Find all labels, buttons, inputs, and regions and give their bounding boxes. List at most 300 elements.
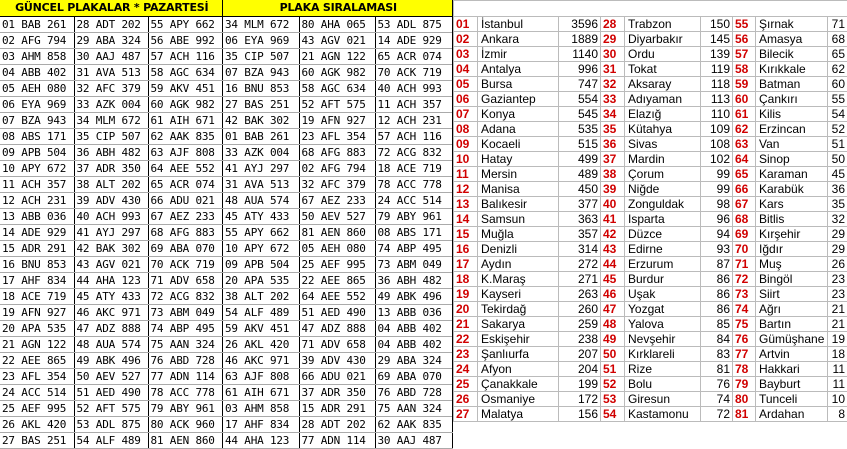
city-count: 19 <box>828 332 847 347</box>
city-code: 05 <box>454 77 478 92</box>
plate-cell: 20 APA 535 <box>0 321 74 337</box>
city-row <box>454 17 847 32</box>
current-plate-row <box>0 337 222 353</box>
plate-cell: 64 AEE 552 <box>148 161 222 177</box>
current-plate-row <box>0 369 222 385</box>
ranked-plate-row <box>223 49 452 65</box>
city-code: 25 <box>454 377 478 392</box>
city-code: 37 <box>601 152 625 167</box>
plate-cell: 06 EYA 969 <box>0 97 74 113</box>
plate-cell: 80 ACK 960 <box>148 417 222 433</box>
plate-cell: 21 AGN 122 <box>0 337 74 353</box>
city-code: 67 <box>733 197 756 212</box>
city-name: Kırşehir <box>756 227 828 242</box>
city-count: 377 <box>559 197 601 212</box>
city-count: 150 <box>701 17 733 32</box>
plate-cell: 20 APA 535 <box>223 273 299 289</box>
city-count: 32 <box>828 212 847 227</box>
plate-cell: 52 AFT 575 <box>74 401 148 417</box>
city-count: 108 <box>701 137 733 152</box>
current-plate-row <box>0 113 222 129</box>
plate-cell: 49 ABK 496 <box>74 353 148 369</box>
current-plate-row <box>0 145 222 161</box>
city-name: Malatya <box>478 407 559 422</box>
plate-cell: 42 BAK 302 <box>74 241 148 257</box>
city-code: 22 <box>454 332 478 347</box>
city-count: 29 <box>828 227 847 242</box>
plate-cell: 67 AEZ 233 <box>148 209 222 225</box>
city-name: Yalova <box>625 317 701 332</box>
city-name: Kilis <box>756 107 828 122</box>
ranked-plate-row <box>223 337 452 353</box>
city-count: 260 <box>559 302 601 317</box>
city-name: K.Maraş <box>478 272 559 287</box>
city-name: Düzce <box>625 227 701 242</box>
city-code: 47 <box>601 302 625 317</box>
city-name: Kars <box>756 197 828 212</box>
city-row <box>454 227 847 242</box>
plate-cell: 64 AEE 552 <box>299 289 375 305</box>
city-count: 271 <box>559 272 601 287</box>
plate-cell: 15 ADR 291 <box>299 401 375 417</box>
city-name: Adıyaman <box>625 92 701 107</box>
plate-cell: 24 ACC 514 <box>0 385 74 401</box>
city-row <box>454 32 847 47</box>
city-code: 18 <box>454 272 478 287</box>
city-code: 02 <box>454 32 478 47</box>
current-plate-row <box>0 33 222 49</box>
plate-cell: 32 AFC 379 <box>299 177 375 193</box>
plate-cell: 63 AJF 808 <box>148 145 222 161</box>
city-code: 75 <box>733 317 756 332</box>
city-row <box>454 62 847 77</box>
plate-cell: 53 ADL 875 <box>375 17 452 33</box>
city-count: 18 <box>828 347 847 362</box>
plate-cell: 36 ABH 482 <box>74 145 148 161</box>
city-name: Artvin <box>756 347 828 362</box>
city-count: 94 <box>701 227 733 242</box>
plate-cell: 02 AFG 794 <box>299 161 375 177</box>
ranked-plate-row <box>223 369 452 385</box>
city-name: Giresun <box>625 392 701 407</box>
ranked-plate-row <box>223 321 452 337</box>
city-row <box>454 92 847 107</box>
city-count: 139 <box>701 47 733 62</box>
city-row <box>454 47 847 62</box>
current-plate-row <box>0 81 222 97</box>
plate-cell: 46 AKC 971 <box>223 353 299 369</box>
plate-cell: 58 AGC 634 <box>299 81 375 97</box>
city-name: Ordu <box>625 47 701 62</box>
ranked-plate-row <box>223 145 452 161</box>
city-count: 35 <box>828 197 847 212</box>
city-code: 51 <box>601 362 625 377</box>
city-row <box>454 182 847 197</box>
city-code: 54 <box>601 407 625 422</box>
city-code: 79 <box>733 377 756 392</box>
plate-cell: 11 ACH 357 <box>375 97 452 113</box>
city-count: 499 <box>559 152 601 167</box>
plate-cell: 27 BAS 251 <box>0 433 74 449</box>
city-name: Burdur <box>625 272 701 287</box>
city-code: 30 <box>601 47 625 62</box>
ranked-plate-row <box>223 273 452 289</box>
plate-cell: 27 BAS 251 <box>223 97 299 113</box>
city-count: 996 <box>559 62 601 77</box>
city-count: 26 <box>828 257 847 272</box>
city-count: 363 <box>559 212 601 227</box>
city-name: Kastamonu <box>625 407 701 422</box>
city-count: 204 <box>559 362 601 377</box>
plate-cell: 41 AYJ 297 <box>74 225 148 241</box>
city-count: 263 <box>559 287 601 302</box>
plate-cell: 29 ABA 324 <box>74 33 148 49</box>
city-name: Bartın <box>756 317 828 332</box>
plate-cell: 18 ACE 719 <box>0 289 74 305</box>
plate-cell: 33 AZK 004 <box>223 145 299 161</box>
city-count: 87 <box>701 257 733 272</box>
current-plate-row <box>0 161 222 177</box>
ranked-plate-row <box>223 417 452 433</box>
city-name: Eskişehir <box>478 332 559 347</box>
city-name: Kırklareli <box>625 347 701 362</box>
city-code: 32 <box>601 77 625 92</box>
ranked-plate-row <box>223 401 452 417</box>
plate-cell: 66 ADU 021 <box>148 193 222 209</box>
city-count: 86 <box>701 302 733 317</box>
plate-cell: 18 ACE 719 <box>375 161 452 177</box>
plate-cell: 50 AEV 527 <box>74 369 148 385</box>
city-name: Bilecik <box>756 47 828 62</box>
city-name: Kütahya <box>625 122 701 137</box>
plate-cell: 74 ABP 495 <box>375 241 452 257</box>
plate-cell: 60 AGK 982 <box>299 65 375 81</box>
current-plate-row <box>0 193 222 209</box>
plate-cell: 31 AVA 513 <box>223 177 299 193</box>
city-count: 102 <box>701 152 733 167</box>
plate-cell: 67 AEZ 233 <box>299 193 375 209</box>
plate-cell: 10 APY 672 <box>223 241 299 257</box>
city-code: 10 <box>454 152 478 167</box>
city-row <box>454 107 847 122</box>
city-code: 69 <box>733 227 756 242</box>
plate-cell: 73 ABM 049 <box>375 257 452 273</box>
city-name: Uşak <box>625 287 701 302</box>
city-name: Bayburt <box>756 377 828 392</box>
city-code: 07 <box>454 107 478 122</box>
city-row <box>454 152 847 167</box>
city-code: 04 <box>454 62 478 77</box>
plate-cell: 35 CIP 507 <box>74 129 148 145</box>
city-code: 81 <box>733 407 756 422</box>
empty-cell <box>454 1 847 17</box>
city-code: 35 <box>601 122 625 137</box>
current-plate-row <box>0 353 222 369</box>
current-plate-row <box>0 305 222 321</box>
city-count: 515 <box>559 137 601 152</box>
plate-cell: 41 AYJ 297 <box>223 161 299 177</box>
city-name: Muğla <box>478 227 559 242</box>
current-plate-row <box>0 225 222 241</box>
plate-cell: 66 ADU 021 <box>299 369 375 385</box>
city-name: Çorum <box>625 167 701 182</box>
plate-cell: 04 ABB 402 <box>0 65 74 81</box>
city-code: 62 <box>733 122 756 137</box>
city-name: Aydın <box>478 257 559 272</box>
current-plate-row <box>0 241 222 257</box>
city-name: Siirt <box>756 287 828 302</box>
city-name: Batman <box>756 77 828 92</box>
plate-cell: 48 AUA 574 <box>74 337 148 353</box>
current-plate-row <box>0 289 222 305</box>
plate-cell: 43 AGV 021 <box>299 33 375 49</box>
city-name: Zonguldak <box>625 197 701 212</box>
plate-cell: 09 APB 504 <box>223 257 299 273</box>
plate-cell: 34 MLM 672 <box>223 17 299 33</box>
city-count: 10 <box>828 392 847 407</box>
plate-cell: 47 ADZ 888 <box>74 321 148 337</box>
plate-cell: 69 ABA 070 <box>375 369 452 385</box>
ranked-plate-row <box>223 177 452 193</box>
city-row <box>454 377 847 392</box>
city-count: 71 <box>828 17 847 32</box>
city-count: 99 <box>701 167 733 182</box>
city-code: 50 <box>601 347 625 362</box>
plate-cell: 81 AEN 860 <box>148 433 222 449</box>
plate-cell: 65 ACR 074 <box>375 49 452 65</box>
city-count: 55 <box>828 92 847 107</box>
plate-cell: 80 AHA 065 <box>299 17 375 33</box>
plate-cell: 70 ACK 719 <box>148 257 222 273</box>
city-count: 357 <box>559 227 601 242</box>
city-count: 74 <box>701 392 733 407</box>
city-code: 44 <box>601 257 625 272</box>
plate-cell: 37 ADR 350 <box>74 161 148 177</box>
plate-cell: 08 ABS 171 <box>375 225 452 241</box>
plate-cell: 13 ABB 036 <box>375 305 452 321</box>
plate-cell: 70 ACK 719 <box>375 65 452 81</box>
ranked-plate-row <box>223 257 452 273</box>
current-plate-row <box>0 321 222 337</box>
plate-cell: 50 AEV 527 <box>299 209 375 225</box>
city-name: Konya <box>478 107 559 122</box>
city-count: 60 <box>828 77 847 92</box>
ranked-plate-row <box>223 17 452 33</box>
plate-cell: 45 ATY 433 <box>223 209 299 225</box>
city-count: 156 <box>559 407 601 422</box>
plate-cell: 74 ABP 495 <box>148 321 222 337</box>
city-name: Amasya <box>756 32 828 47</box>
ranked-plate-row <box>223 193 452 209</box>
city-code: 03 <box>454 47 478 62</box>
city-name: Edirne <box>625 242 701 257</box>
plate-cell: 40 ACH 993 <box>74 209 148 225</box>
plate-cell: 56 ABE 992 <box>148 33 222 49</box>
city-count: 207 <box>559 347 601 362</box>
city-code: 57 <box>733 47 756 62</box>
plate-cell: 52 AFT 575 <box>299 97 375 113</box>
city-count: 93 <box>701 242 733 257</box>
current-plate-row <box>0 129 222 145</box>
plate-cell: 09 APB 504 <box>0 145 74 161</box>
city-code: 46 <box>601 287 625 302</box>
city-name: Çankırı <box>756 92 828 107</box>
plate-cell: 14 ADE 929 <box>0 225 74 241</box>
city-count: 535 <box>559 122 601 137</box>
ranked-plate-row <box>223 65 452 81</box>
city-name: Mersin <box>478 167 559 182</box>
city-count: 450 <box>559 182 601 197</box>
current-plates-table <box>0 0 223 449</box>
city-code: 78 <box>733 362 756 377</box>
city-count: 51 <box>828 137 847 152</box>
plate-cell: 38 ALT 202 <box>223 289 299 305</box>
plate-cell: 36 ABH 482 <box>375 273 452 289</box>
current-plate-row <box>0 177 222 193</box>
city-count: 11 <box>828 377 847 392</box>
city-count: 29 <box>828 242 847 257</box>
city-count: 110 <box>701 107 733 122</box>
plate-cell: 48 AUA 574 <box>223 193 299 209</box>
plate-cell: 26 AKL 420 <box>0 417 74 433</box>
plate-cell: 79 ABY 961 <box>148 401 222 417</box>
city-count: 21 <box>828 302 847 317</box>
current-plate-row <box>0 273 222 289</box>
city-count: 3596 <box>559 17 601 32</box>
ranked-plate-row <box>223 33 452 49</box>
plate-cell: 55 APY 662 <box>223 225 299 241</box>
plate-cell: 57 ACH 116 <box>148 49 222 65</box>
plate-cell: 78 ACC 778 <box>148 385 222 401</box>
city-name: Elazığ <box>625 107 701 122</box>
city-code: 66 <box>733 182 756 197</box>
city-count: 86 <box>701 272 733 287</box>
city-code: 68 <box>733 212 756 227</box>
city-code: 13 <box>454 197 478 212</box>
city-code: 12 <box>454 182 478 197</box>
plate-cell: 60 AGK 982 <box>148 97 222 113</box>
plate-cell: 05 AEH 080 <box>299 241 375 257</box>
city-count: 81 <box>701 362 733 377</box>
ranked-plate-row <box>223 81 452 97</box>
plate-cell: 32 AFC 379 <box>74 81 148 97</box>
city-row <box>454 122 847 137</box>
city-count: 747 <box>559 77 601 92</box>
city-code: 01 <box>454 17 478 32</box>
plate-cell: 23 AFL 354 <box>0 369 74 385</box>
city-row <box>454 347 847 362</box>
plate-cell: 51 AED 490 <box>74 385 148 401</box>
city-code: 15 <box>454 227 478 242</box>
plate-cell: 07 BZA 943 <box>223 65 299 81</box>
city-name: Niğde <box>625 182 701 197</box>
city-count: 45 <box>828 167 847 182</box>
city-code: 14 <box>454 212 478 227</box>
city-count: 23 <box>828 272 847 287</box>
plate-cell: 71 ADV 658 <box>299 337 375 353</box>
plate-cell: 76 ABD 728 <box>148 353 222 369</box>
current-plate-row <box>0 385 222 401</box>
ranked-plate-row <box>223 353 452 369</box>
current-plate-row <box>0 17 222 33</box>
plate-cell: 51 AED 490 <box>299 305 375 321</box>
city-count: 272 <box>559 257 601 272</box>
city-name: Karabük <box>756 182 828 197</box>
plate-ranking-table <box>223 0 453 449</box>
plate-cell: 04 ABB 402 <box>375 337 452 353</box>
city-name: Erzincan <box>756 122 828 137</box>
city-name: Hakkari <box>756 362 828 377</box>
plate-cell: 42 BAK 302 <box>223 113 299 129</box>
plate-cell: 02 AFG 794 <box>0 33 74 49</box>
city-count: 68 <box>828 32 847 47</box>
plate-cell: 57 ACH 116 <box>375 129 452 145</box>
city-code: 76 <box>733 332 756 347</box>
city-name: Kocaeli <box>478 137 559 152</box>
plate-cell: 71 ADV 658 <box>148 273 222 289</box>
city-code: 77 <box>733 347 756 362</box>
city-code: 45 <box>601 272 625 287</box>
city-count: 1889 <box>559 32 601 47</box>
city-count: 545 <box>559 107 601 122</box>
plate-cell: 72 ACG 832 <box>148 289 222 305</box>
plate-cell: 72 ACG 832 <box>375 145 452 161</box>
city-count: 83 <box>701 347 733 362</box>
city-count: 113 <box>701 92 733 107</box>
city-count: 145 <box>701 32 733 47</box>
city-code: 80 <box>733 392 756 407</box>
plate-cell: 25 AEF 995 <box>0 401 74 417</box>
city-code: 06 <box>454 92 478 107</box>
city-count: 62 <box>828 62 847 77</box>
city-row <box>454 392 847 407</box>
city-name: Adana <box>478 122 559 137</box>
plate-cell: 30 AAJ 487 <box>375 433 452 449</box>
ranked-plate-row <box>223 97 452 113</box>
city-name: Trabzon <box>625 17 701 32</box>
ranked-plate-row <box>223 241 452 257</box>
city-code: 20 <box>454 302 478 317</box>
city-count: 84 <box>701 332 733 347</box>
plate-cell: 49 ABK 496 <box>375 289 452 305</box>
city-count: 85 <box>701 317 733 332</box>
city-name: Samsun <box>478 212 559 227</box>
city-code: 40 <box>601 197 625 212</box>
city-name: Bursa <box>478 77 559 92</box>
plate-cell: 01 BAB 261 <box>0 17 74 33</box>
city-row <box>454 287 847 302</box>
city-code: 36 <box>601 137 625 152</box>
city-code: 49 <box>601 332 625 347</box>
city-name: Van <box>756 137 828 152</box>
city-code: 28 <box>601 17 625 32</box>
plate-cell: 04 ABB 402 <box>375 321 452 337</box>
city-name: Hatay <box>478 152 559 167</box>
plate-cell: 14 ADE 929 <box>375 33 452 49</box>
city-row <box>454 302 847 317</box>
plate-cell: 65 ACR 074 <box>148 177 222 193</box>
plate-cell: 46 AKC 971 <box>74 305 148 321</box>
city-name: Erzurum <box>625 257 701 272</box>
ranked-plate-row <box>223 161 452 177</box>
city-code: 24 <box>454 362 478 377</box>
plate-cell: 15 ADR 291 <box>0 241 74 257</box>
city-row <box>454 272 847 287</box>
city-row <box>454 212 847 227</box>
plate-cell: 78 ACC 778 <box>375 177 452 193</box>
city-counts-table <box>453 0 847 422</box>
plate-cell: 75 AAN 324 <box>148 337 222 353</box>
